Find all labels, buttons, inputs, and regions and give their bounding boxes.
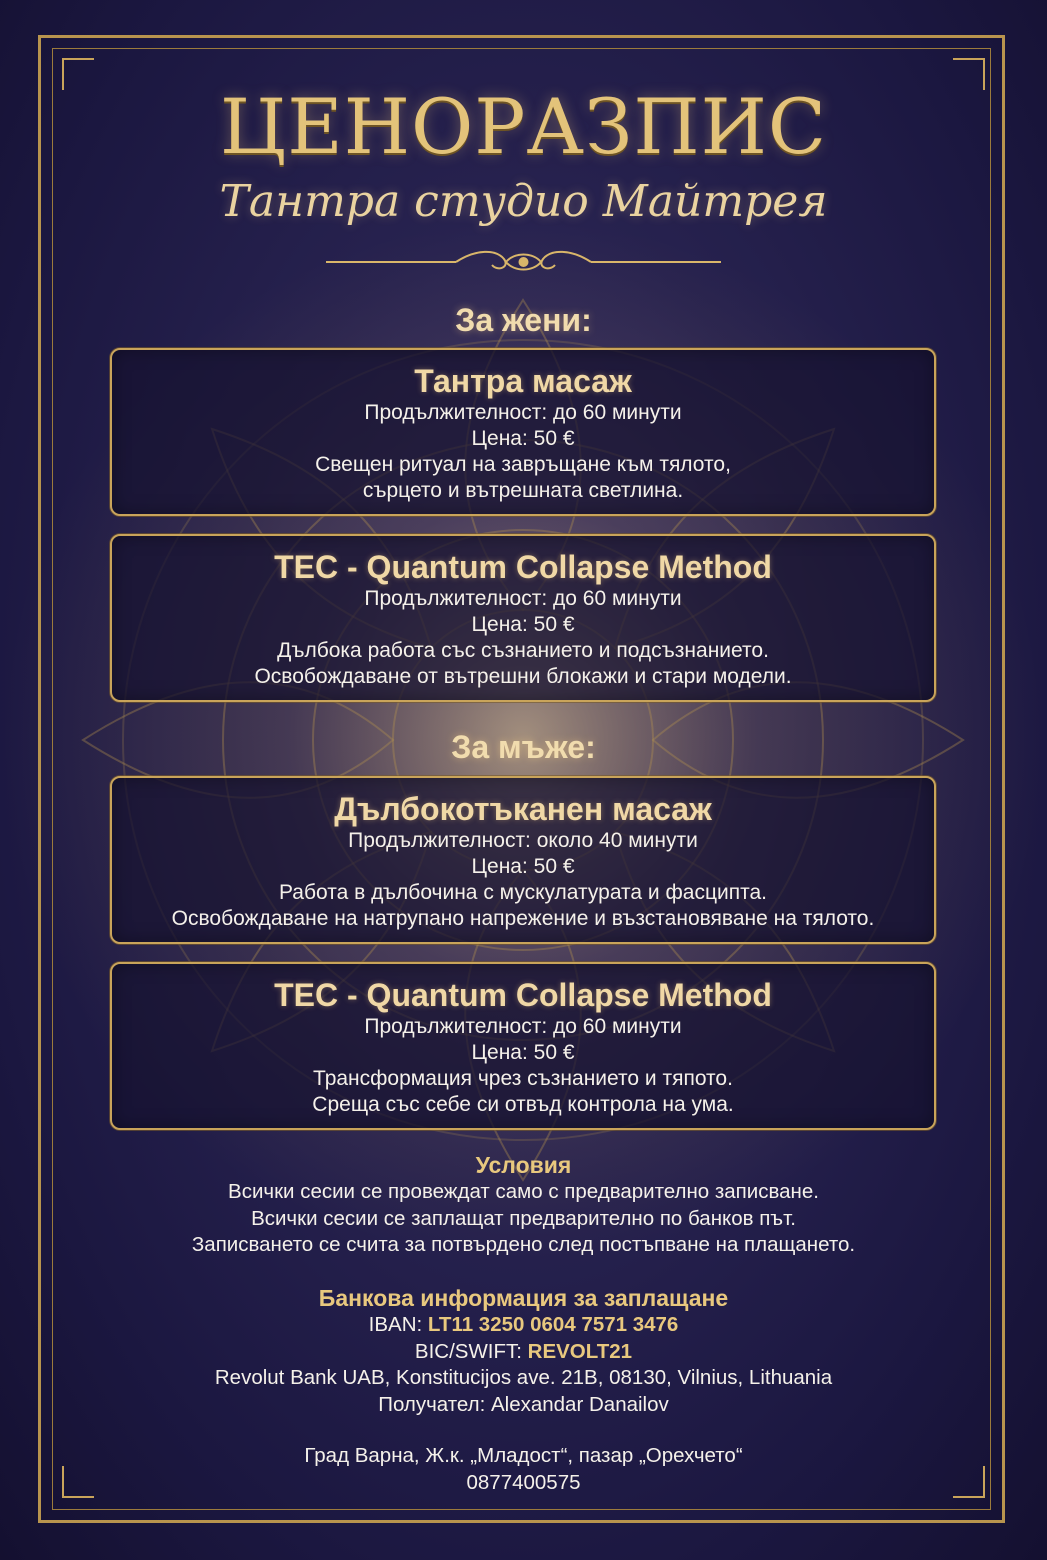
bank-info-block xyxy=(0,1284,1047,1418)
service-duration: Продължителност: до 60 минути xyxy=(364,1015,682,1038)
service-price: Цена: 50 € xyxy=(471,613,575,636)
service-name: Тантра масаж xyxy=(414,363,632,399)
bic-value: REVOLT21 xyxy=(527,1339,633,1363)
condition-line: Всички сесии се заплащат предварително по банков път. xyxy=(251,1206,796,1230)
page-title: ЦЕНОРАЗПИС xyxy=(219,82,828,171)
service-price: Цена: 50 € xyxy=(471,427,575,450)
service-description-line: сърцето и вътрешната светлина. xyxy=(362,479,684,502)
service-card xyxy=(110,348,936,516)
bic-label: BIC/SWIFT: xyxy=(414,1339,528,1363)
iban-line xyxy=(0,1312,1047,1339)
service-duration: Продължителност: до 60 минути xyxy=(364,587,682,610)
service-duration: Продължителност: до 60 минути xyxy=(364,401,682,424)
service-description-line: Освобождаване на натрупано напрежение и възстановяване на тялото. xyxy=(171,907,875,930)
footer xyxy=(0,1443,1047,1496)
conditions-title: Условия xyxy=(475,1152,572,1178)
studio-name: Тантра студио Майтрея xyxy=(219,176,828,227)
service-name: TEC - Quantum Collapse Method xyxy=(274,977,772,1013)
service-name: TEC - Quantum Collapse Method xyxy=(274,549,772,585)
section-heading-men: За мъже: xyxy=(451,729,596,765)
recipient: Получател: Alexandar Danailov xyxy=(378,1392,669,1416)
service-card xyxy=(110,776,936,944)
service-card xyxy=(110,534,936,702)
iban-value: LT11 3250 0604 7571 3476 xyxy=(427,1313,679,1336)
service-duration: Продължителност: около 40 минути xyxy=(348,829,698,852)
service-description-line: Работа в дълбочина с мускулатурата и фасципта. xyxy=(279,881,767,904)
service-description-line: Освобождаване от вътрешни блокажи и стари модели. xyxy=(254,665,792,688)
section-heading-women: За жени: xyxy=(455,302,592,338)
service-price: Цена: 50 € xyxy=(471,855,575,878)
ornamental-divider-icon xyxy=(326,247,721,277)
service-price: Цена: 50 € xyxy=(471,1041,575,1064)
service-card xyxy=(110,962,936,1130)
footer-address: Град Варна, Ж.к. „Младост“, пазар „Орехчето“ xyxy=(304,1444,743,1467)
iban-label: IBAN: xyxy=(368,1313,428,1336)
condition-line: Записването се счита за потвърдено след постъпване на плащането. xyxy=(191,1233,856,1256)
service-description-line: Среща със себе си отвъд контрола на ума. xyxy=(312,1093,734,1116)
footer-phone: 0877400575 xyxy=(466,1470,581,1494)
bic-line xyxy=(0,1339,1047,1366)
condition-line: Всички сесии се провеждат само с предварително записване. xyxy=(228,1180,819,1203)
service-name: Дълбокотъканен масаж xyxy=(334,791,712,827)
bank-address: Revolut Bank UAB, Konstitucijos ave. 21B, 08130, Vilnius, Lithuania xyxy=(214,1366,833,1389)
service-description-line: Трансформация чрез съзнанието и тяпото. xyxy=(313,1067,733,1090)
service-description-line: Дълбока работа със съзнанието и подсъзнанието. xyxy=(277,639,769,662)
service-description-line: Свещен ритуал на завръщане към тялото, xyxy=(315,453,731,476)
conditions-block xyxy=(0,1151,1047,1259)
bank-info-title: Банкова информация за заплащане xyxy=(318,1285,729,1311)
